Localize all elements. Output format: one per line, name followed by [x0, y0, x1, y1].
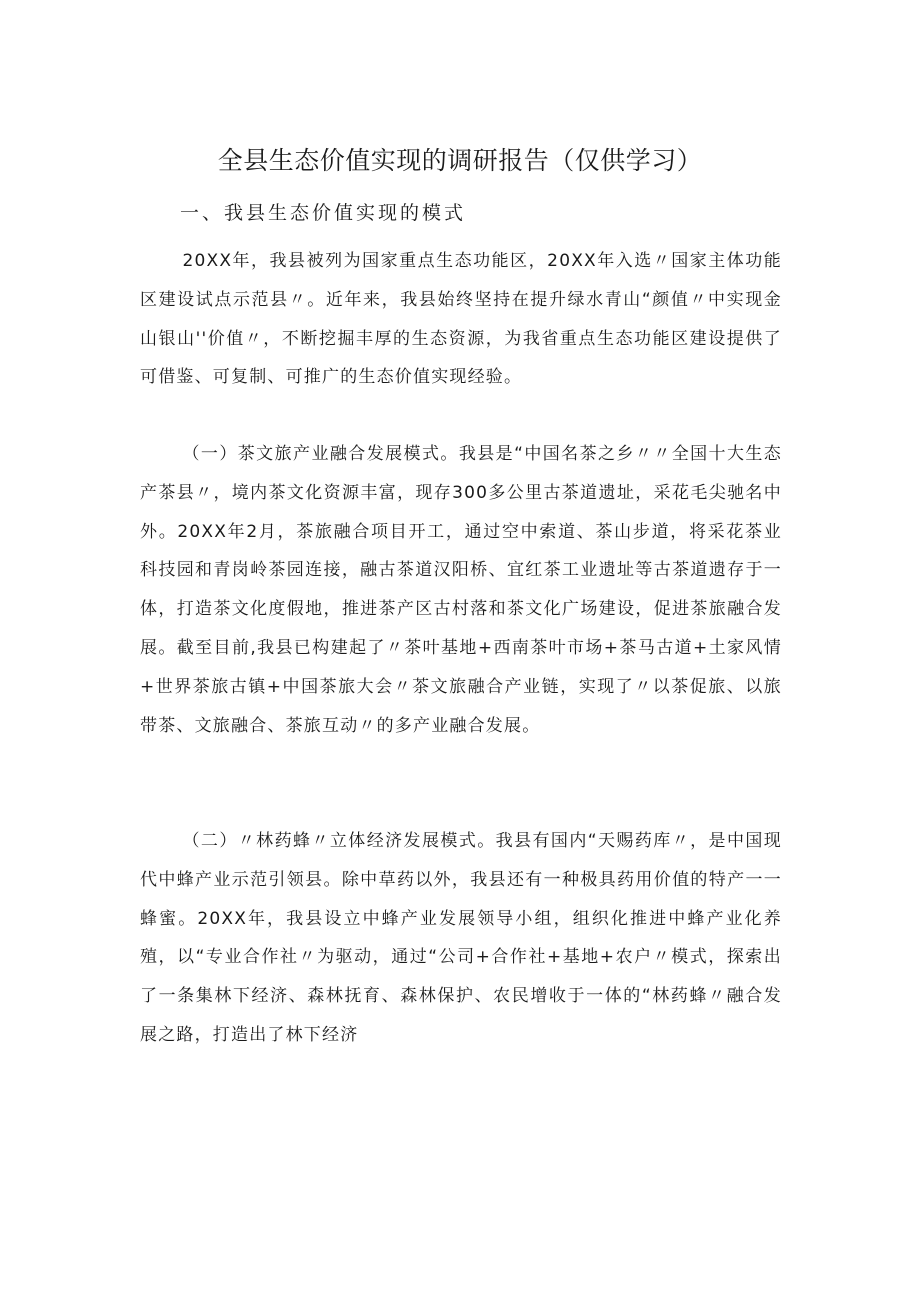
section-heading: 一、我县生态价值实现的模式	[180, 202, 467, 224]
paragraph-tea-tourism: （一）茶文旅产业融合发展模式。我县是“中国名茶之乡〃〃全国十大生态产茶县〃，境内茶文化资源丰富，现存300多公里古茶道遗址，采花毛尖驰名中外。20XX年2月，茶旅融合项目开工，通过空中索道、茶山步道，将采花茶业科技园和青岗岭茶园连接，融古茶道汉阳桥、宜红茶工业遗址等古茶道遗存于一体，打造茶文化度假地，推进茶产区古村落和茶文化广场建设，促进茶旅融合发展。截至目前,我县已构建起了〃茶叶基地+西南茶叶市场+茶马古道+土家风情+世界茶旅古镇+中国茶旅大会〃茶文旅融合产业链，实现了〃以茶促旅、以旅带茶、文旅融合、茶旅互动〃的多产业融合发展。	[140, 444, 782, 736]
paragraph-forest-medicine-bee: （二）〃林药蜂〃立体经济发展模式。我县有国内“天赐药库〃，是中国现代中蜂产业示范引领县。除中草药以外，我县还有一种极具药用价值的特产一一蜂蜜。20XX年，我县设立中蜂产业发展领导小组，组织化推进中蜂产业化养殖，以“专业合作社〃为驱动，通过“公司+合作社+基地+农户〃模式，探索出了一条集林下经济、森林抚育、森林保护、农民增收于一体的“林药蜂〃融合发展之路，打造出了林下经济	[140, 831, 782, 1045]
document-title: 全县生态价值实现的调研报告（仅供学习）	[217, 146, 703, 175]
paragraph-intro: 20XX年，我县被列为国家重点生态功能区，20XX年入选〃国家主体功能区建设试点示范县〃。近年来，我县始终坚持在提升绿水青山“颜值〃中实现金山银山''价值〃，不断挖掘丰厚的生态资源，为我省重点生态功能区建设提供了可借鉴、可复制、可推广的生态价值实现经验。	[140, 251, 782, 388]
